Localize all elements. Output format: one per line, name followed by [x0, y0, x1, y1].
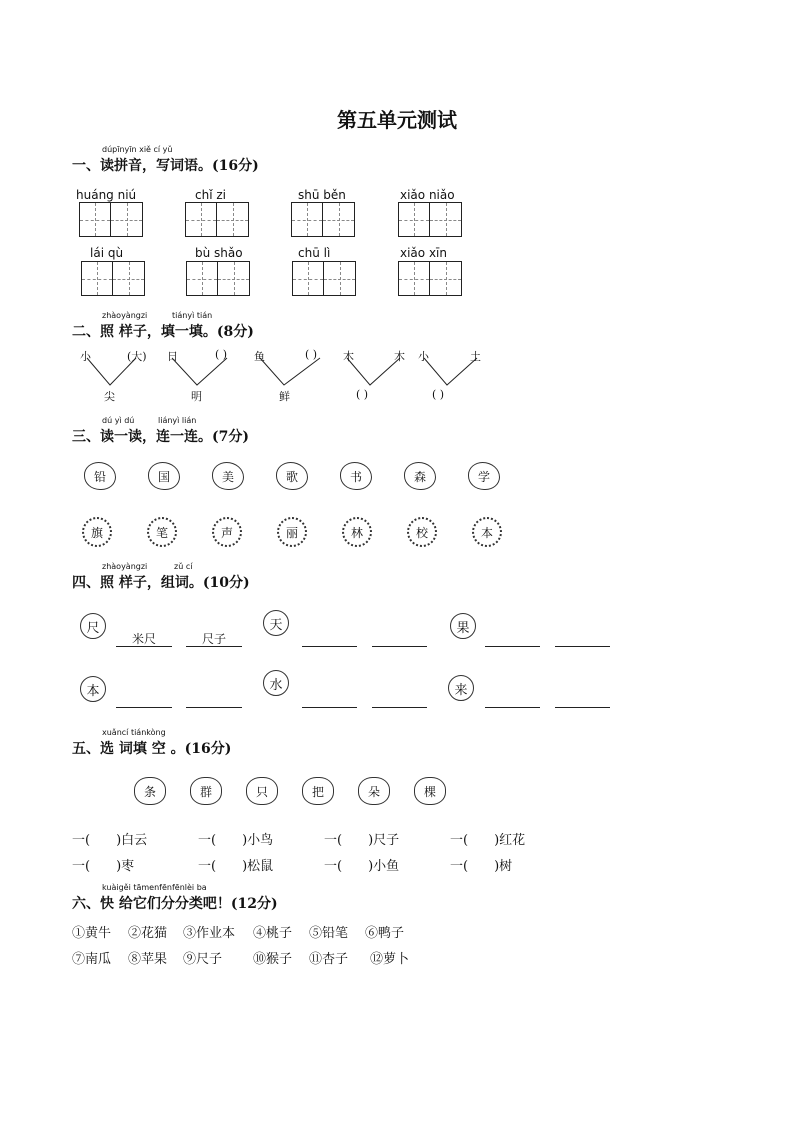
fill-blank-item[interactable]: 一( )红花 [450, 833, 526, 848]
clover-char: 棵 [423, 784, 436, 799]
flower-char: 校 [415, 525, 428, 540]
flower-card[interactable] [212, 517, 242, 547]
category-item: ⑫萝卜 [370, 952, 410, 967]
apple-icon [80, 613, 106, 639]
flower-card[interactable] [342, 517, 372, 547]
section-2-label: 二、照 样子，填一填。(8分) [72, 324, 254, 340]
flower-card[interactable] [277, 517, 307, 547]
flower-card[interactable] [147, 517, 177, 547]
clover-card[interactable] [414, 777, 446, 805]
section-2-pinyin-b: tiányì tián [172, 311, 213, 320]
answer-line[interactable] [372, 691, 427, 708]
writing-grid[interactable] [79, 202, 143, 237]
leaf-card[interactable] [404, 462, 436, 490]
section-2-pinyin-a: zhàoyàngzi [102, 311, 148, 320]
category-item: ②花猫 [128, 926, 168, 941]
flower-char: 笔 [155, 525, 168, 540]
category-item: ③作业本 [183, 926, 236, 941]
apple-char: 尺 [86, 620, 100, 636]
section-5-label: 五、选 词填 空 。(16分) [72, 741, 232, 757]
section-5-heading [72, 728, 232, 758]
section-3-pinyin-b: liányì lián [158, 416, 197, 425]
fill-blank-item[interactable]: 一( )小鸟 [198, 833, 274, 848]
pinyin-label: xiǎo xīn [400, 246, 447, 260]
clover-char: 只 [255, 784, 268, 799]
page-title: 第五单元测试 [337, 108, 457, 132]
v-bottom: 尖 [104, 390, 115, 403]
category-item: ⑪杏子 [309, 952, 349, 967]
clover-char: 朵 [367, 784, 380, 799]
pinyin-label: shū běn [298, 188, 346, 202]
leaf-char: 歌 [285, 469, 298, 484]
clover-char: 群 [199, 784, 212, 799]
answer-line[interactable] [302, 630, 357, 647]
section-1-label: 一、读拼音，写词语。(16分) [72, 158, 259, 174]
apple-icon [263, 670, 289, 696]
clover-card[interactable] [246, 777, 278, 805]
flower-char: 声 [220, 525, 233, 540]
section-6-pinyin: kuàigěi tāmenfēnfēnlèi ba [102, 883, 207, 892]
example-answer: 尺子 [186, 630, 242, 647]
section-5-pinyin: xuǎncí tiánkòng [102, 728, 166, 737]
leaf-card[interactable] [340, 462, 372, 490]
apple-icon [263, 610, 289, 636]
category-item: ⑧苹果 [128, 952, 168, 967]
answer-line[interactable] [302, 691, 357, 708]
clover-char: 条 [143, 784, 156, 799]
leaf-card[interactable] [468, 462, 500, 490]
writing-grid[interactable] [81, 261, 145, 296]
v-top-right[interactable]: ( ) [305, 348, 318, 361]
leaf-card[interactable] [276, 462, 308, 490]
v-top-left: 日 [167, 350, 178, 363]
writing-grid[interactable] [398, 261, 462, 296]
apple-char: 来 [454, 682, 468, 698]
answer-line[interactable] [555, 691, 610, 708]
pinyin-label: chū lì [298, 246, 331, 260]
v-top-left: 木 [343, 350, 354, 363]
leaf-char: 国 [157, 469, 170, 484]
v-top-left: 小 [418, 350, 429, 363]
category-item: ⑨尺子 [183, 952, 223, 967]
apple-icon [448, 675, 474, 701]
section-4-pinyin-a: zhàoyàngzi [102, 562, 148, 571]
section-6-heading [72, 883, 278, 913]
flower-card[interactable] [472, 517, 502, 547]
answer-line[interactable] [485, 691, 540, 708]
flower-char: 本 [480, 525, 493, 540]
section-1-pinyin: dúpīnyīn xiě cí yǔ [102, 145, 173, 154]
measure-word-options [134, 777, 446, 805]
v-top-right: 木 [394, 350, 405, 363]
leaf-char: 森 [413, 469, 426, 484]
v-top-left: 鱼 [254, 350, 265, 363]
section-4-label: 四、照 样子，组词。(10分) [72, 575, 250, 591]
section-4-heading [72, 562, 250, 592]
section-2-heading [72, 311, 254, 341]
section-6-label: 六、快 给它们分分类吧！(12分) [72, 896, 278, 912]
flower-char: 丽 [285, 525, 298, 540]
section-3-heading [72, 416, 249, 446]
fill-blank-item[interactable]: 一( )白云 [72, 833, 148, 848]
writing-grid[interactable] [292, 261, 356, 296]
clover-card[interactable] [134, 777, 166, 805]
v-top-right: 土 [470, 350, 481, 363]
fill-blank-item[interactable]: 一( )小鱼 [324, 859, 400, 874]
flower-char: 林 [350, 525, 363, 540]
clover-card[interactable] [358, 777, 390, 805]
writing-grid[interactable] [291, 202, 355, 237]
pinyin-label: huáng niú [76, 188, 137, 202]
leaf-card[interactable] [84, 462, 116, 490]
flower-card[interactable] [82, 517, 112, 547]
section-4-pinyin-b: zǔ cí [174, 562, 193, 571]
category-item: ⑥鸭子 [365, 926, 405, 941]
pinyin-label: xiǎo niǎo [400, 188, 455, 202]
category-item: ⑤铅笔 [309, 926, 349, 941]
example-answer: 米尺 [116, 630, 172, 647]
fill-blank-item[interactable]: 一( )枣 [72, 859, 135, 874]
fill-blank-item[interactable]: 一( )树 [450, 859, 513, 874]
pinyin-label: lái qù [90, 246, 124, 260]
leaf-char: 铅 [93, 469, 106, 484]
pinyin-label: chǐ zi [195, 188, 226, 202]
writing-grid[interactable] [186, 261, 250, 296]
answer-line[interactable] [186, 691, 242, 708]
leaf-char: 学 [477, 469, 490, 484]
v-bottom[interactable]: ( ) [356, 388, 369, 401]
category-item: ⑦南瓜 [72, 952, 112, 967]
answer-line[interactable] [555, 630, 610, 647]
v-top-right[interactable]: ( ) [215, 348, 228, 361]
answer-line[interactable] [485, 630, 540, 647]
section-3-label: 三、读一读，连一连。(7分) [72, 429, 249, 445]
apple-char: 本 [86, 683, 100, 699]
leaf-char: 美 [221, 469, 234, 484]
fill-blank-item[interactable]: 一( )松鼠 [198, 859, 274, 874]
category-item: ④桃子 [253, 926, 293, 941]
apple-icon [80, 676, 106, 702]
apple-icon [450, 613, 476, 639]
clover-card[interactable] [190, 777, 222, 805]
clover-card[interactable] [302, 777, 334, 805]
v-bottom: 鲜 [279, 390, 290, 403]
v-bottom[interactable]: ( ) [432, 388, 445, 401]
v-top-left: 小 [80, 350, 91, 363]
category-item: ⑩猴子 [253, 952, 293, 967]
answer-line[interactable] [116, 691, 172, 708]
v-bottom: 明 [191, 390, 202, 403]
leaf-row [84, 462, 500, 490]
leaf-card[interactable] [212, 462, 244, 490]
apple-char: 果 [456, 620, 470, 636]
v-top-right: (大) [127, 350, 147, 363]
category-item: ①黄牛 [72, 926, 112, 941]
flower-char: 旗 [90, 525, 103, 540]
apple-char: 天 [269, 617, 283, 633]
fill-blank-item[interactable]: 一( )尺子 [324, 833, 400, 848]
flower-card[interactable] [407, 517, 437, 547]
flower-row [82, 517, 502, 547]
section-1-heading [72, 145, 259, 175]
writing-grid[interactable] [185, 202, 249, 237]
apple-char: 水 [269, 677, 283, 693]
answer-line[interactable] [372, 630, 427, 647]
clover-char: 把 [311, 784, 324, 799]
writing-grid[interactable] [398, 202, 462, 237]
leaf-char: 书 [349, 469, 362, 484]
section-3-pinyin-a: dú yì dú [102, 416, 135, 425]
pinyin-label: bù shǎo [195, 246, 243, 260]
leaf-card[interactable] [148, 462, 180, 490]
